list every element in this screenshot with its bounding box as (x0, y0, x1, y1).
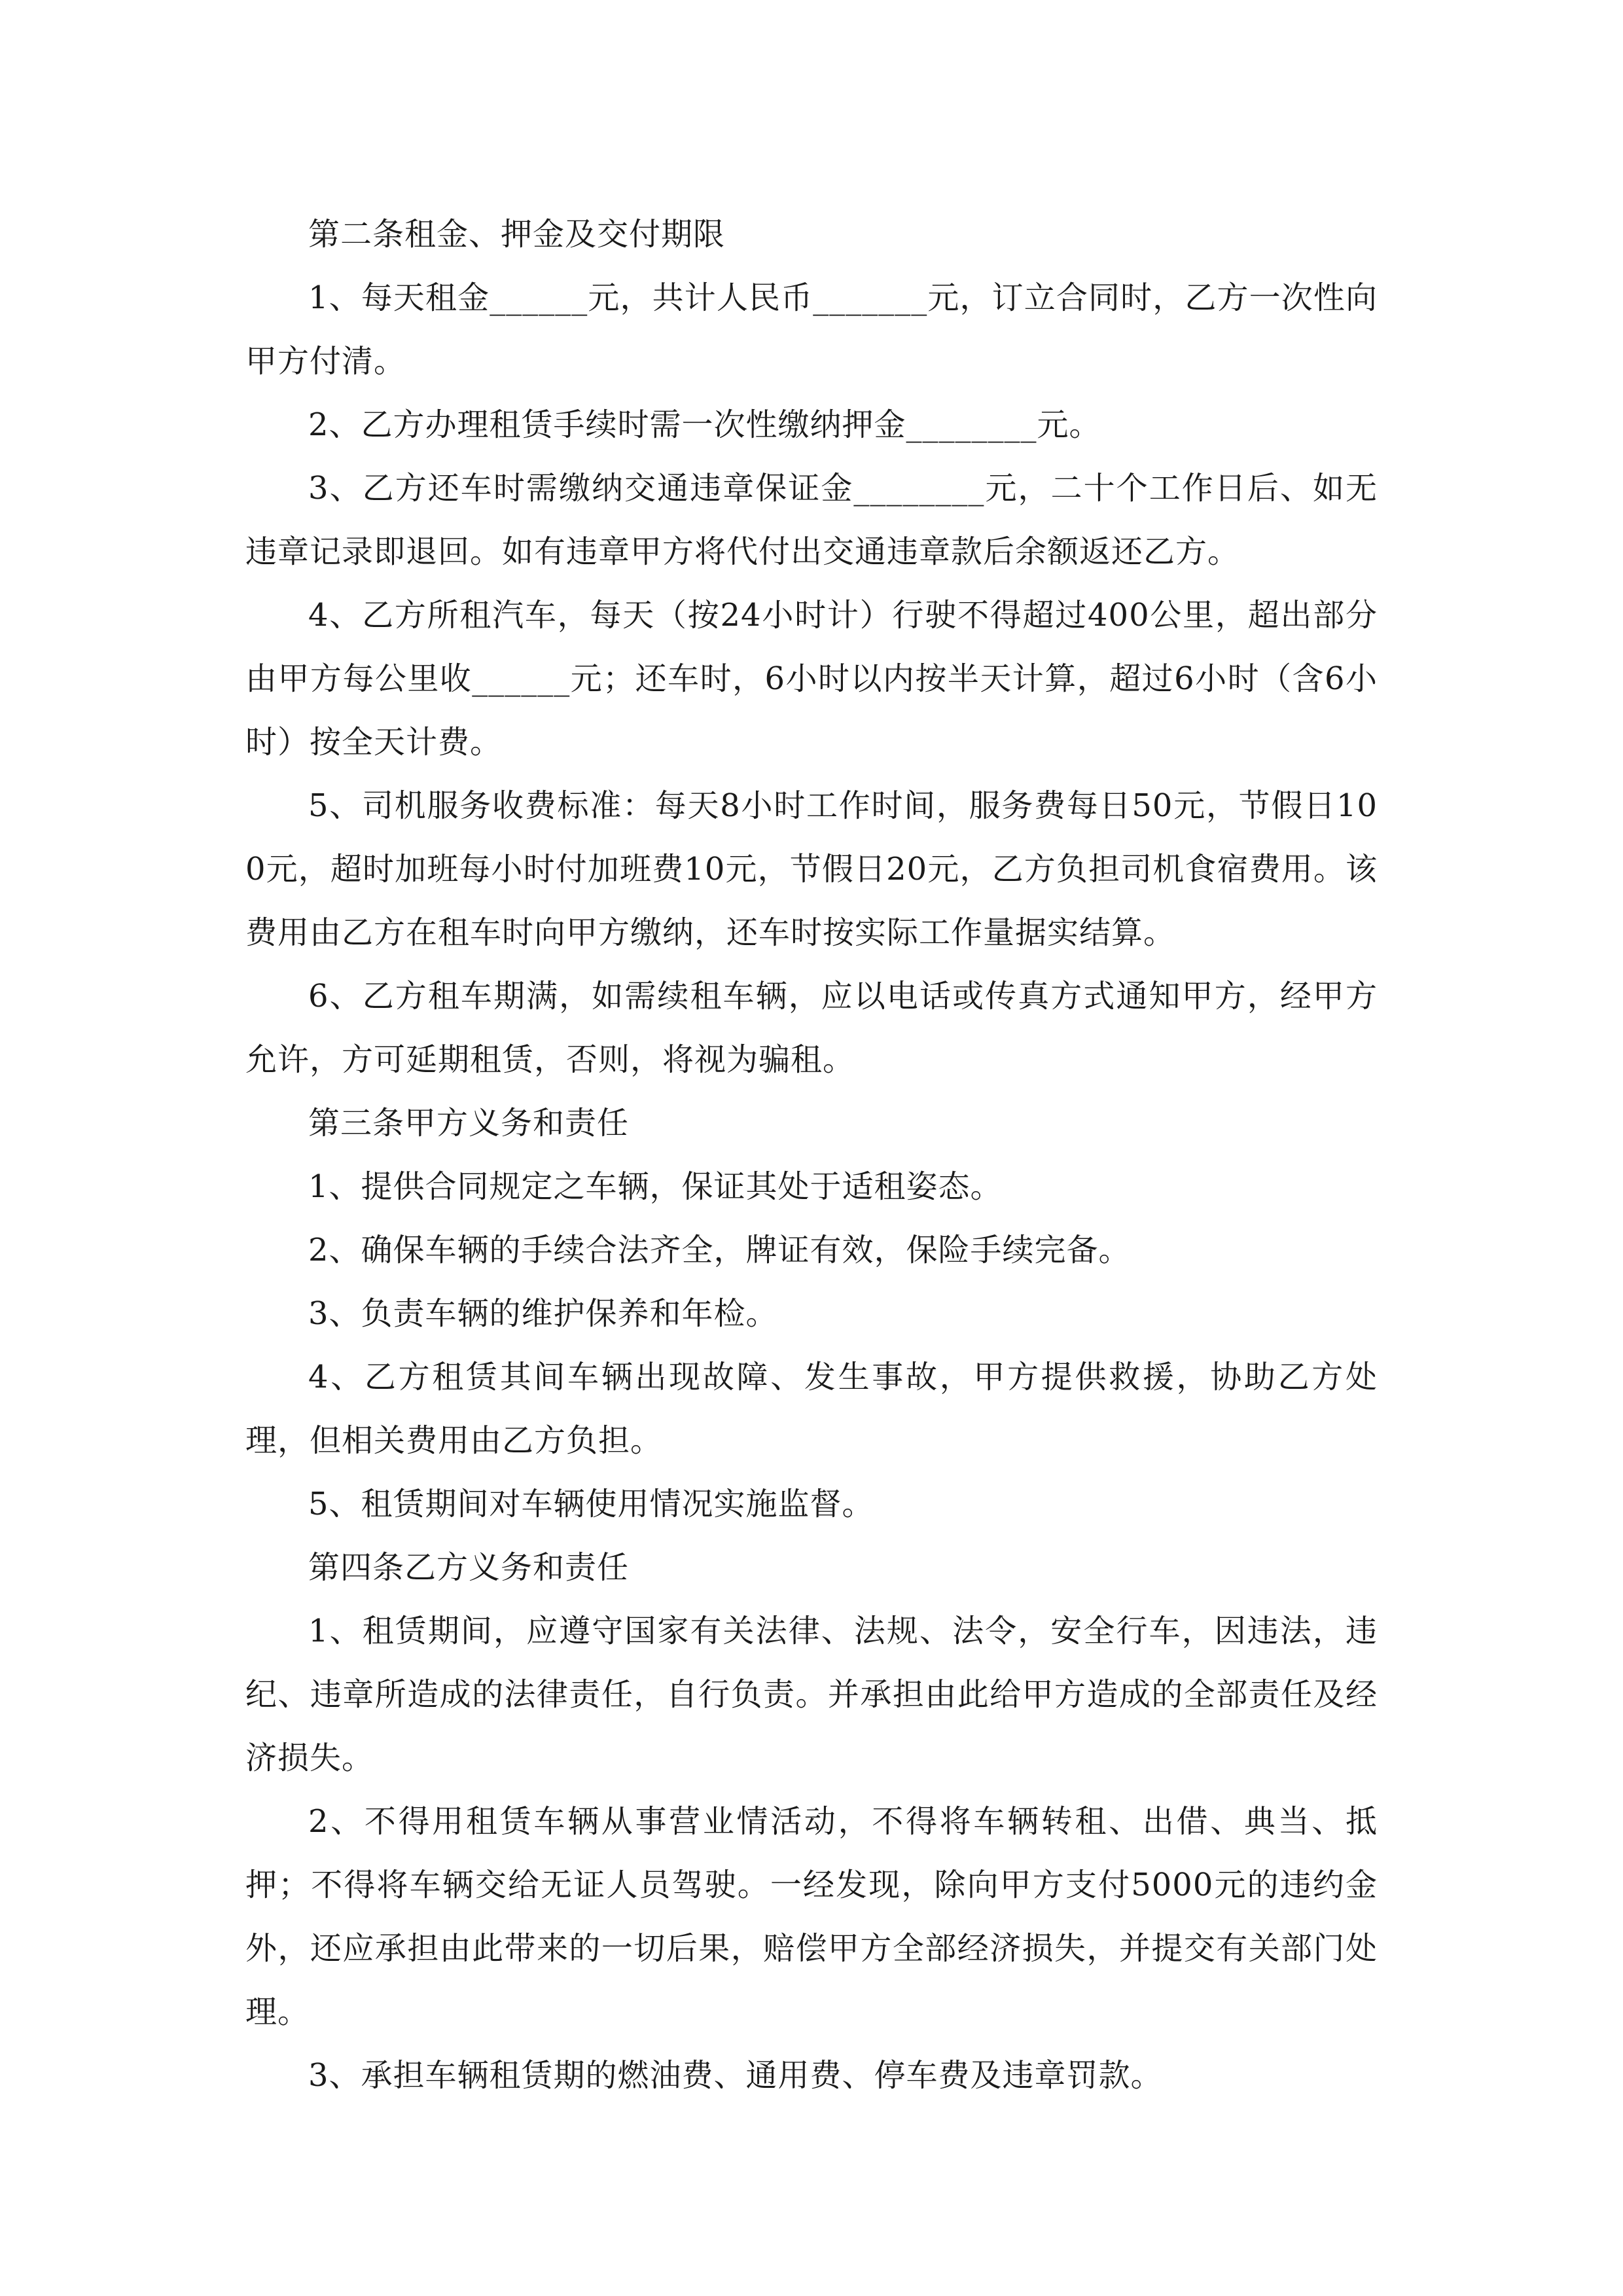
clause-3-2: 2、确保车辆的手续合法齐全，牌证有效，保险手续完备。 (308, 1232, 1131, 1268)
clause-4-3: 3、承担车辆租赁期的燃油费、通用费、停车费及违章罚款。 (308, 2057, 1163, 2094)
clause-2-2: 2、乙方办理租赁手续时需一次性缴纳押金________元。 (308, 406, 1101, 443)
clause-2-6: 6、乙方租车期满，如需续租车辆，应以电话或传真方式通知甲方，经甲方允许，方可延期租赁，否则，将视为骗租。 (245, 978, 1378, 1078)
section-heading-4: 第四条乙方义务和责任 (308, 1549, 630, 1586)
clause-3-1: 1、提供合同规定之车辆，保证其处于适租姿态。 (308, 1168, 1003, 1205)
document-body (245, 203, 1378, 2108)
clause-2-5: 5、司机服务收费标准：每天8小时工作时间，服务费每日50元，节假日100元，超时加班每小时付加班费10元，节假日20元，乙方负担司机食宿费用。该费用由乙方在租车时向甲方缴纳，还车时按实际工作量据实结算。 (245, 787, 1378, 951)
clause-2-1: 1、每天租金______元，共计人民币_______元，订立合同时，乙方一次性向甲方付清。 (245, 279, 1378, 380)
clause-4-1: 1、租赁期间，应遵守国家有关法律、法规、法令，安全行车，因违法，违纪、违章所造成的法律责任，自行负责。并承担由此给甲方造成的全部责任及经济损失。 (245, 1613, 1378, 1776)
clause-3-4: 4、乙方租赁其间车辆出现故障、发生事故，甲方提供救援，协助乙方处理，但相关费用由乙方负担。 (245, 1359, 1378, 1459)
section-heading-2: 第二条租金、押金及交付期限 (308, 216, 726, 253)
section-heading-3: 第三条甲方义务和责任 (308, 1105, 630, 1141)
clause-3-3: 3、负责车辆的维护保养和年检。 (308, 1295, 778, 1332)
clause-2-4: 4、乙方所租汽车，每天（按24小时计）行驶不得超过400公里，超出部分由甲方每公里收______元；还车时，6小时以内按半天计算，超过6小时（含6小时）按全天计费。 (245, 597, 1378, 761)
clause-2-3: 3、乙方还车时需缴纳交通违章保证金________元，二十个工作日后、如无违章记录即退回。如有违章甲方将代付出交通违章款后余额返还乙方。 (245, 470, 1378, 570)
clause-3-5: 5、租赁期间对车辆使用情况实施监督。 (308, 1486, 874, 1522)
clause-4-2: 2、不得用租赁车辆从事营业情活动，不得将车辆转租、出借、典当、抵押；不得将车辆交给无证人员驾驶。一经发现，除向甲方支付5000元的违约金外，还应承担由此带来的一切后果，赔偿甲方全部经济损失，并提交有关部门处理。 (245, 1803, 1378, 2030)
